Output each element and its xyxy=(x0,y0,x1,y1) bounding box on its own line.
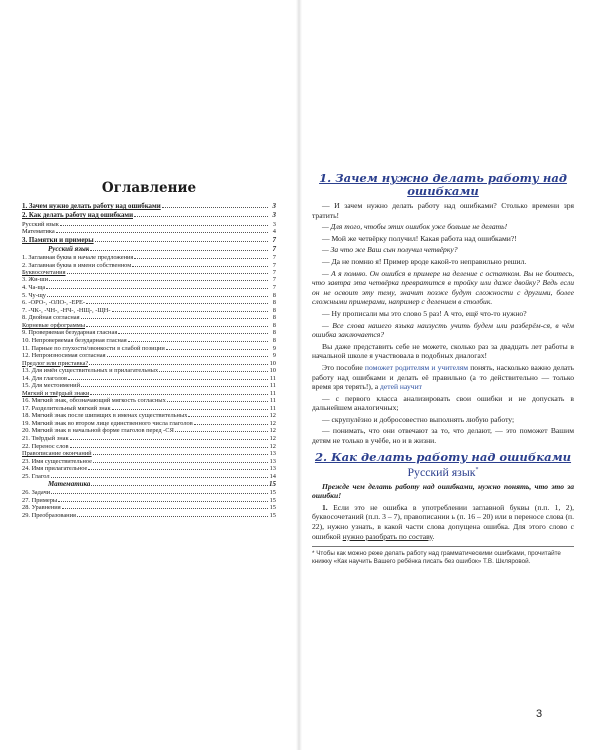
toc-leader-dots xyxy=(70,447,268,448)
toc-entry xyxy=(22,390,276,397)
toc-entry xyxy=(22,352,276,360)
toc-leader-dots xyxy=(51,477,268,478)
morpheme-analysis-link: нужно разобрать по составу xyxy=(342,531,433,541)
toc-entry-page: 7 xyxy=(272,284,276,292)
toc-entry xyxy=(22,367,276,375)
toc-entry-page: 7 xyxy=(272,276,276,284)
toc-entry xyxy=(22,458,276,466)
toc-entry-title: 12. Непроизносимая согласная xyxy=(22,352,106,360)
toc-leader-dots xyxy=(56,232,268,233)
toc-entry-page: 8 xyxy=(272,291,276,299)
toc-leader-dots xyxy=(118,333,268,334)
page-gutter xyxy=(296,0,302,750)
toc-entry xyxy=(22,382,276,390)
toc-entry xyxy=(22,497,276,505)
toc-entry-page: 12 xyxy=(269,427,276,435)
toc-entry-page: 15 xyxy=(269,496,276,504)
toc-entry-title: 16. Мягкий знак, обозначающий мягкость согласных xyxy=(22,397,166,405)
toc-entry-title: 8. Двойная согласная xyxy=(22,314,80,322)
toc-leader-dots xyxy=(70,439,268,440)
toc-entry-page: 4 xyxy=(272,228,276,236)
toc-entry-title: 25. Глагол xyxy=(22,472,50,480)
toc-entry-page: 9 xyxy=(272,344,276,352)
toc-entry-page: 3 xyxy=(272,220,276,228)
toc-entry-page: 9 xyxy=(272,352,276,360)
toc-entry-page: 7 xyxy=(272,254,276,261)
toc-entry xyxy=(22,211,276,220)
point-1-paragraph: 1. Если это не ошибка в употреблении заглавной буквы (п.п. 1, 2), буквосочетаний (п.п. 3 – 7), правописании ь (п. 16 – 20) или в переносе слова (п. 22), нужно узнать, в какой части слова допущена ошибка. Для этого слово с ошибкой нужно разобрать по составу. xyxy=(312,502,574,541)
toc-leader-dots xyxy=(188,416,268,417)
toc-leader-dots xyxy=(68,379,268,380)
toc-entry-page: 10 xyxy=(269,359,276,367)
toc-entry xyxy=(22,254,276,262)
toc-leader-dots xyxy=(91,485,268,486)
toc-leader-dots xyxy=(86,303,268,304)
toc-entry-title: 18. Мягкий знак после шипящих в именах существительных xyxy=(22,412,188,420)
toc-entry xyxy=(22,427,276,435)
highlight-parents-teachers: поможет родителям и учителям xyxy=(364,362,469,372)
toc-entry-page: 11 xyxy=(269,374,276,382)
toc-leader-dots xyxy=(112,311,268,312)
toc-list xyxy=(22,202,276,519)
toc-entry-page: 7 xyxy=(272,237,276,244)
toc-entry-title: 10. Непроверяемая безударная гласная xyxy=(22,336,127,344)
toc-leader-dots xyxy=(167,401,268,402)
toc-entry-page: 8 xyxy=(272,322,276,330)
toc-entry-title: Русский язык xyxy=(22,220,59,228)
toc-entry-title: 26. Задачи xyxy=(22,488,51,496)
toc-entry-title: 15. Для местоимений xyxy=(22,382,81,390)
toc-entry xyxy=(22,504,276,512)
toc-entry xyxy=(22,307,276,315)
toc-entry xyxy=(22,375,276,383)
toc-leader-dots xyxy=(128,341,268,342)
highlight-children-learn: детей научит xyxy=(380,382,422,392)
toc-leader-dots xyxy=(162,207,268,208)
toc-entry-page: 11 xyxy=(269,389,276,397)
dialog-line: — Да не помню я! Пример вроде какой-то неправильно решил. xyxy=(322,256,527,266)
toc-entry xyxy=(22,292,276,300)
toc-leader-dots xyxy=(93,462,268,463)
toc-entry-page: 13 xyxy=(269,465,276,473)
dialog-line: — И зачем нужно делать работу над ошибками? Столько времени зря тратить! xyxy=(312,201,574,220)
toc-entry xyxy=(22,284,276,292)
toc-entry-title: Буквосочетания xyxy=(22,269,66,277)
toc-leader-dots xyxy=(60,225,268,226)
toc-leader-dots xyxy=(134,258,268,259)
toc-entry-page: 8 xyxy=(272,306,276,314)
heading-russian-language: Русский язык* xyxy=(407,464,479,479)
toc-entry-page: 14 xyxy=(269,472,276,480)
toc-entry-page: 12 xyxy=(269,435,276,443)
toc-leader-dots xyxy=(58,501,268,502)
toc-entry-title: 22. Перенос слов xyxy=(22,442,69,450)
toc-leader-dots xyxy=(166,349,268,350)
toc-entry xyxy=(22,228,276,236)
toc-entry xyxy=(22,221,276,229)
benefit-list-item: — с первого класса анализировать свои ошибки и не допускать в дальнейшем аналогичных; xyxy=(312,393,574,413)
toc-leader-dots xyxy=(194,424,268,425)
toc-entry-title: 7. -ЧК-, -ЧН-, -НЧ-, -НЩ-, -ЩН- xyxy=(22,306,111,314)
toc-entry xyxy=(22,450,276,457)
toc-entry-title: 14. Для глаголов xyxy=(22,374,67,382)
toc-leader-dots xyxy=(132,266,268,267)
toc-entry-title: 24. Имя прилагательное xyxy=(22,465,88,473)
toc-entry xyxy=(22,405,276,413)
toc-leader-dots xyxy=(90,250,268,251)
toc-entry xyxy=(22,465,276,473)
toc-entry-page: 12 xyxy=(269,412,276,420)
toc-entry xyxy=(22,443,276,451)
toc-entry-page: 8 xyxy=(272,299,276,307)
paragraph-manual: Это пособие поможет родителям и учителям понять, насколько важно делать работу над ошибками и делать её правильно (а то действительно — только время зря терять!), а детей научит xyxy=(312,362,574,392)
toc-entry-page: 7 xyxy=(272,245,276,254)
toc-entry xyxy=(22,322,276,329)
toc-entry-title: 27. Примеры xyxy=(22,496,58,504)
toc-entry-page: 8 xyxy=(272,314,276,322)
toc-leader-dots xyxy=(77,516,268,517)
toc-entry-title: 5. Чу-щу xyxy=(22,291,46,299)
toc-entry-title: 3. Памятки и примеры xyxy=(22,237,94,244)
toc-entry-title: 6. -ОРО-, -ОЛО-, -ЕРЕ- xyxy=(22,299,86,307)
toc-leader-dots xyxy=(49,280,268,281)
toc-leader-dots xyxy=(88,469,268,470)
dialog-line: — За что же Ваш сын получил четвёрку? xyxy=(322,245,458,255)
toc-entry-title: 29. Преобразования xyxy=(22,511,76,519)
toc-leader-dots xyxy=(47,296,268,297)
toc-leader-dots xyxy=(134,216,268,217)
toc-entry xyxy=(22,473,276,481)
toc-entry-title: 28. Уравнения xyxy=(22,504,61,512)
toc-entry-page: 15 xyxy=(269,511,276,519)
paragraph-experience: Вы даже представить себе не можете, сколько раз за двадцать лет работы в начальной школе я участвовала в подобных диалогах! xyxy=(312,341,574,361)
toc-entry xyxy=(22,489,276,497)
toc-leader-dots xyxy=(67,273,268,274)
benefit-list xyxy=(312,394,574,446)
toc-entry xyxy=(22,512,276,520)
toc-entry-title: 1. Заглавная буква в начале предложения xyxy=(22,254,134,261)
toc-entry-page: 12 xyxy=(269,442,276,450)
dialog-line: — Мой же четвёрку получил! Какая работа над ошибками?! xyxy=(322,233,517,243)
footnote: * Чтобы как можно реже делать работу над грамматическими ошибками, прочитайте книжку «Как научить Вашего ребёнка писать без ошибок» Т.В. Шкляровой. xyxy=(312,546,574,566)
toc-entry xyxy=(22,202,276,211)
toc-entry xyxy=(22,480,276,489)
toc-entry-title: 13. Для имён существительных и прилагательных xyxy=(22,367,159,375)
toc-entry xyxy=(22,314,276,322)
toc-entry xyxy=(22,236,276,245)
toc-entry-title: Предлог или приставка? xyxy=(22,359,89,367)
toc-entry-title: 1. Зачем нужно делать работу над ошибками xyxy=(22,203,161,210)
dialog-line: — Для того, чтобы этих ошибок уже больше не делать! xyxy=(322,222,508,232)
toc-entry-page: 10 xyxy=(269,367,276,375)
heading-how-correct-errors: 2. Как делать работу над ошибками xyxy=(314,449,572,464)
toc-leader-dots xyxy=(107,356,268,357)
dialog-line: — Ну прописали мы это слово 5 раз! А что, ещё что-то нужно? xyxy=(322,308,527,318)
toc-entry-title: 17. Разделительный мягкий знак xyxy=(22,404,111,412)
toc-entry xyxy=(22,299,276,307)
toc-entry-page: 7 xyxy=(272,269,276,277)
toc-entry-page: 8 xyxy=(272,329,276,337)
toc-entry-page: 15 xyxy=(269,480,276,489)
dialog-line: — А я помню. Он ошибся в примере на деление с остатком. Вы не боитесь, что завтра эта четвёрка превратится в тройку или даже двойку? Ведь если он не освоит эту тему, значит позже будут сложности с другими, более сложными примерами, например с делением в столбик. xyxy=(312,268,574,307)
toc-entry-title: Математика xyxy=(48,480,91,489)
toc-entry xyxy=(22,262,276,270)
toc-entry-page: 11 xyxy=(269,397,276,405)
toc-entry-page: 11 xyxy=(269,382,276,390)
toc-entry-page: 8 xyxy=(272,336,276,344)
toc-entry xyxy=(22,329,276,337)
toc-entry-title: Математика xyxy=(22,228,55,236)
toc-entry-title: 23. Имя существительное xyxy=(22,457,92,465)
toc-leader-dots xyxy=(86,326,268,327)
dialog-line: — Все слова нашего языка наизусть учить будем или разберём-ся, в чём ошибка заключается? xyxy=(312,320,574,340)
toc-entry-page: 15 xyxy=(269,488,276,496)
toc-entry-title: 20. Мягкий знак в начальной форме глаголов перед -СЯ xyxy=(22,427,174,435)
toc-page xyxy=(22,180,276,519)
toc-leader-dots xyxy=(112,409,268,410)
toc-entry-page: 3 xyxy=(272,212,276,220)
toc-entry-title: 11. Парные по глухости/звонкости в слабой позиции xyxy=(22,344,165,352)
toc-entry-page: 12 xyxy=(269,419,276,427)
toc-entry xyxy=(22,360,276,367)
toc-leader-dots xyxy=(89,364,268,365)
benefit-list-item: — скрупулёзно и добросовестно выполнять любую работу; xyxy=(322,414,515,424)
toc-leader-dots xyxy=(90,394,268,395)
toc-entry-title: 19. Мягкий знак во втором лице единственного числа глаголов xyxy=(22,419,193,427)
toc-leader-dots xyxy=(46,288,268,289)
toc-entry-title: 9. Проверяемая безударная гласная xyxy=(22,329,118,337)
toc-title: Оглавление xyxy=(101,180,197,196)
toc-leader-dots xyxy=(175,431,268,432)
toc-leader-dots xyxy=(95,241,268,242)
toc-entry-title: Русский язык xyxy=(48,245,90,254)
toc-entry-title: Правописание окончаний xyxy=(22,450,92,458)
benefit-list-item: — понимать, что они отвечают за то, что делают, — это поможет Вашим детям не только в учёбе, но и в жизни. xyxy=(312,426,574,446)
heading-why-correct-errors: 1. Зачем нужно делать работу над ошибками xyxy=(319,171,567,198)
toc-leader-dots xyxy=(51,493,268,494)
toc-entry xyxy=(22,276,276,284)
toc-entry-page: 3 xyxy=(272,203,276,210)
toc-entry xyxy=(22,269,276,276)
toc-entry-page: 13 xyxy=(269,457,276,465)
toc-entry-title: 4. Ча-ща xyxy=(22,284,46,292)
toc-entry-title: 21. Твёрдый знак xyxy=(22,435,69,443)
content-page xyxy=(312,172,574,566)
toc-leader-dots xyxy=(159,371,268,372)
toc-entry xyxy=(22,345,276,353)
toc-leader-dots xyxy=(81,386,268,387)
toc-leader-dots xyxy=(62,508,268,509)
toc-entry xyxy=(22,435,276,443)
toc-entry-title: Мягкий и твёрдый знаки xyxy=(22,389,90,397)
toc-entry-title: Корневые орфограммы xyxy=(22,322,86,330)
dialog-block xyxy=(312,201,574,340)
toc-entry-page: 7 xyxy=(272,261,276,269)
toc-entry xyxy=(22,397,276,405)
toc-leader-dots xyxy=(93,454,268,455)
toc-entry-title: 3. Жи-ши xyxy=(22,276,49,284)
toc-entry xyxy=(22,245,276,254)
toc-entry xyxy=(22,337,276,345)
toc-leader-dots xyxy=(81,318,268,319)
page-number: 3 xyxy=(536,708,543,720)
toc-entry-page: 11 xyxy=(269,404,276,412)
toc-entry-title: 2. Как делать работу над ошибками xyxy=(22,212,134,220)
toc-entry-page: 15 xyxy=(269,504,276,512)
question-paragraph: Прежде чем делать работу над ошибками, нужно понять, что это за ошибки! xyxy=(312,481,574,501)
toc-entry-title: 2. Заглавная буква в имени собственном xyxy=(22,261,132,269)
toc-entry xyxy=(22,412,276,420)
toc-entry-page: 13 xyxy=(269,450,276,458)
toc-entry xyxy=(22,420,276,428)
